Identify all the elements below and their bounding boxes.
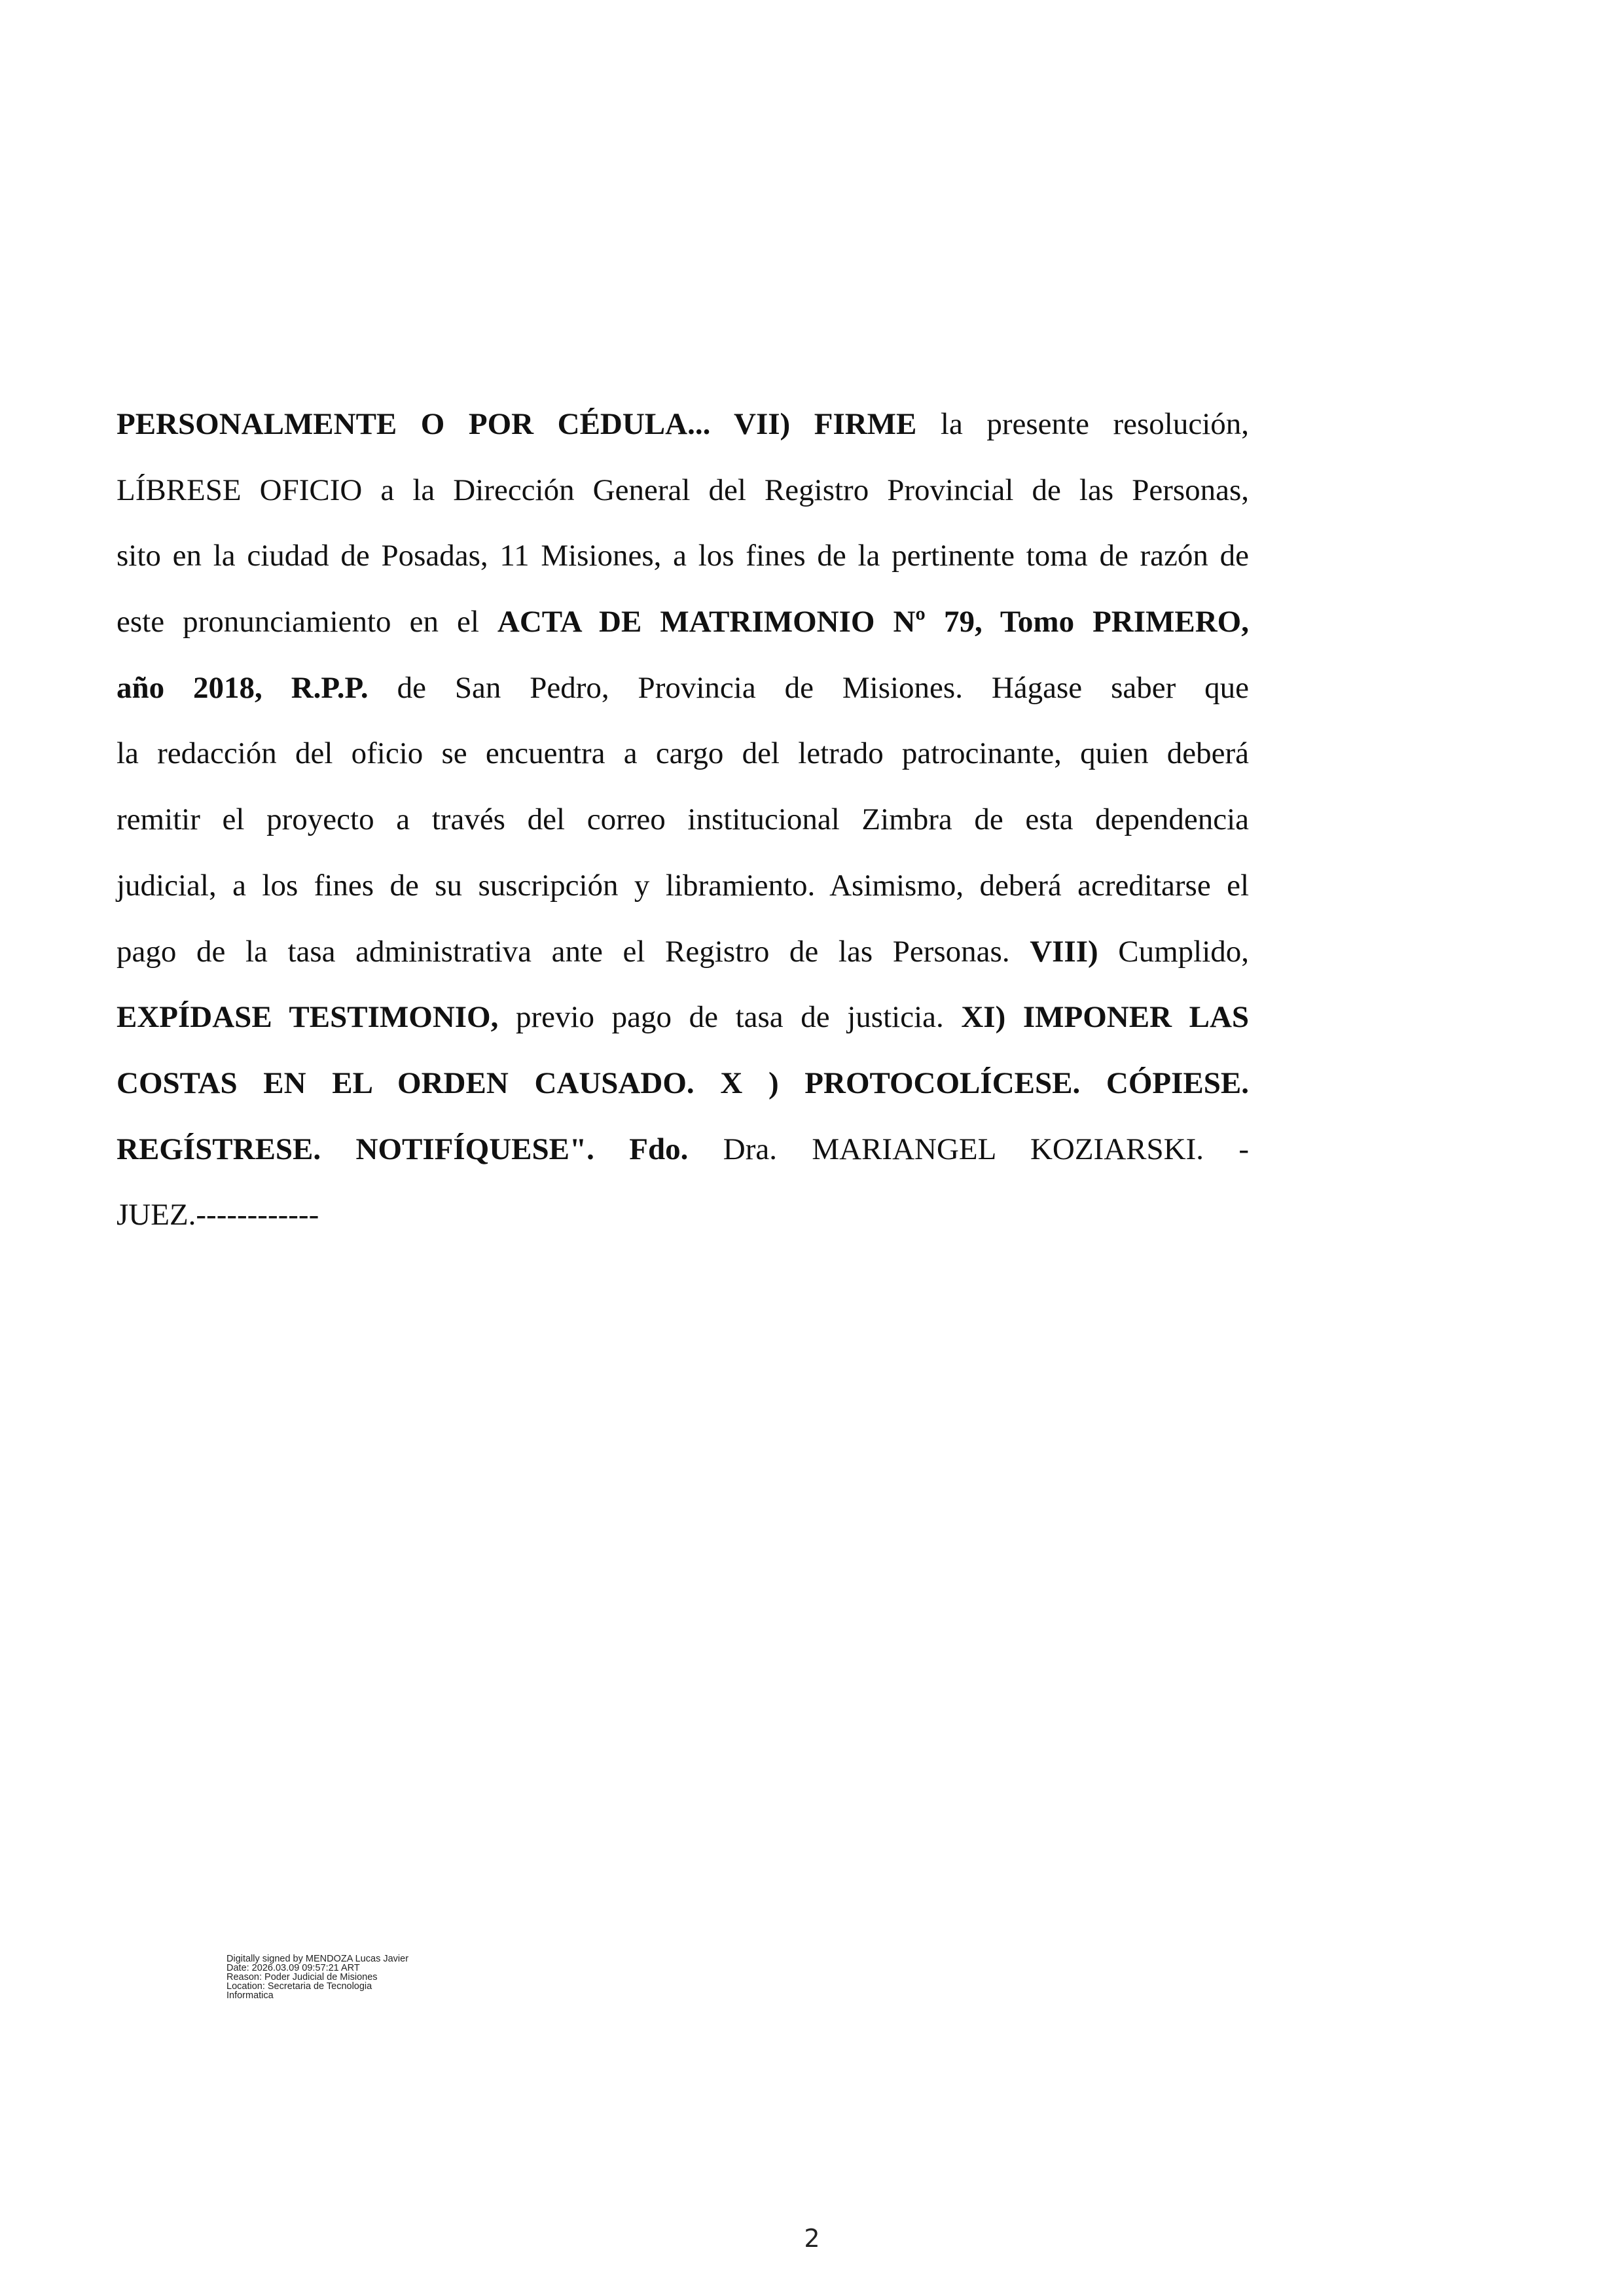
text-line — [117, 787, 1249, 853]
signature-reason: Reason: Poder Judicial de Misiones — [226, 1972, 378, 1982]
text-line — [117, 984, 1249, 1050]
resolution-body-text — [117, 391, 1249, 1248]
text-line — [117, 457, 1249, 524]
text-segment: la presente resolución, — [916, 407, 1250, 441]
text-segment: sito en la ciudad de Posadas, 11 Misiones, a los fines de la pertinente toma de razón de — [117, 539, 1249, 573]
bold-text-segment: VIII) — [1030, 934, 1098, 969]
text-line — [117, 853, 1249, 919]
text-segment: Cumplido, — [1098, 934, 1250, 969]
text-line — [117, 919, 1249, 985]
bold-text-segment: XI) IMPONER LAS — [961, 1000, 1250, 1035]
signature-date: Date: 2026.03.09 09:57:21 ART — [226, 1963, 360, 1973]
text-line — [117, 1050, 1249, 1117]
signature-location: Location: Secretaria de Tecnologia — [226, 1981, 372, 1992]
text-segment: previo pago de tasa de justicia. — [498, 1000, 962, 1035]
text-segment: de San Pedro, Provincia de Misiones. Hágase saber que — [368, 670, 1250, 705]
bold-text-segment: año 2018, R.P.P. — [117, 670, 369, 705]
text-segment: la redacción del oficio se encuentra a cargo del letrado patrocinante, quien deberá — [117, 736, 1250, 771]
text-line — [117, 1182, 1249, 1248]
text-line — [117, 523, 1249, 589]
text-segment: remitir el proyecto a través del correo institucional Zimbra de esta dependencia — [117, 802, 1250, 837]
text-line — [117, 655, 1249, 721]
text-line — [117, 589, 1249, 655]
text-segment: Dra. MARIANGEL KOZIARSKI. - — [688, 1132, 1250, 1166]
text-segment: pago de la tasa administrativa ante el Registro de las Personas. — [117, 934, 1030, 969]
text-line — [117, 391, 1249, 457]
bold-text-segment: EXPÍDASE TESTIMONIO, — [117, 1000, 499, 1035]
bold-text-segment: REGÍSTRESE. NOTIFÍQUESE". Fdo. — [117, 1132, 689, 1166]
text-segment: LÍBRESE OFICIO a la Dirección General del Registro Provincial de las Personas, — [117, 473, 1250, 507]
text-line — [117, 1117, 1249, 1183]
page-number: 2 — [804, 2224, 820, 2253]
bold-text-segment: PERSONALMENTE O POR CÉDULA... VII) FIRME — [117, 407, 917, 441]
text-segment: este pronunciamiento en el — [117, 605, 497, 639]
text-segment: JUEZ.------------ — [117, 1198, 319, 1232]
digital-signature-block — [226, 1954, 567, 2000]
signature-signed-by: Digitally signed by MENDOZA Lucas Javier — [226, 1954, 409, 1964]
text-line — [117, 721, 1249, 787]
bold-text-segment: COSTAS EN EL ORDEN CAUSADO. X ) PROTOCOLÍCESE. CÓPIESE. — [117, 1066, 1249, 1100]
text-segment: judicial, a los fines de su suscripción y libramiento. Asimismo, deberá acreditarse el — [117, 868, 1250, 903]
signature-location-cont: Informatica — [226, 1990, 274, 2001]
bold-text-segment: ACTA DE MATRIMONIO Nº 79, Tomo PRIMERO, — [497, 605, 1249, 639]
